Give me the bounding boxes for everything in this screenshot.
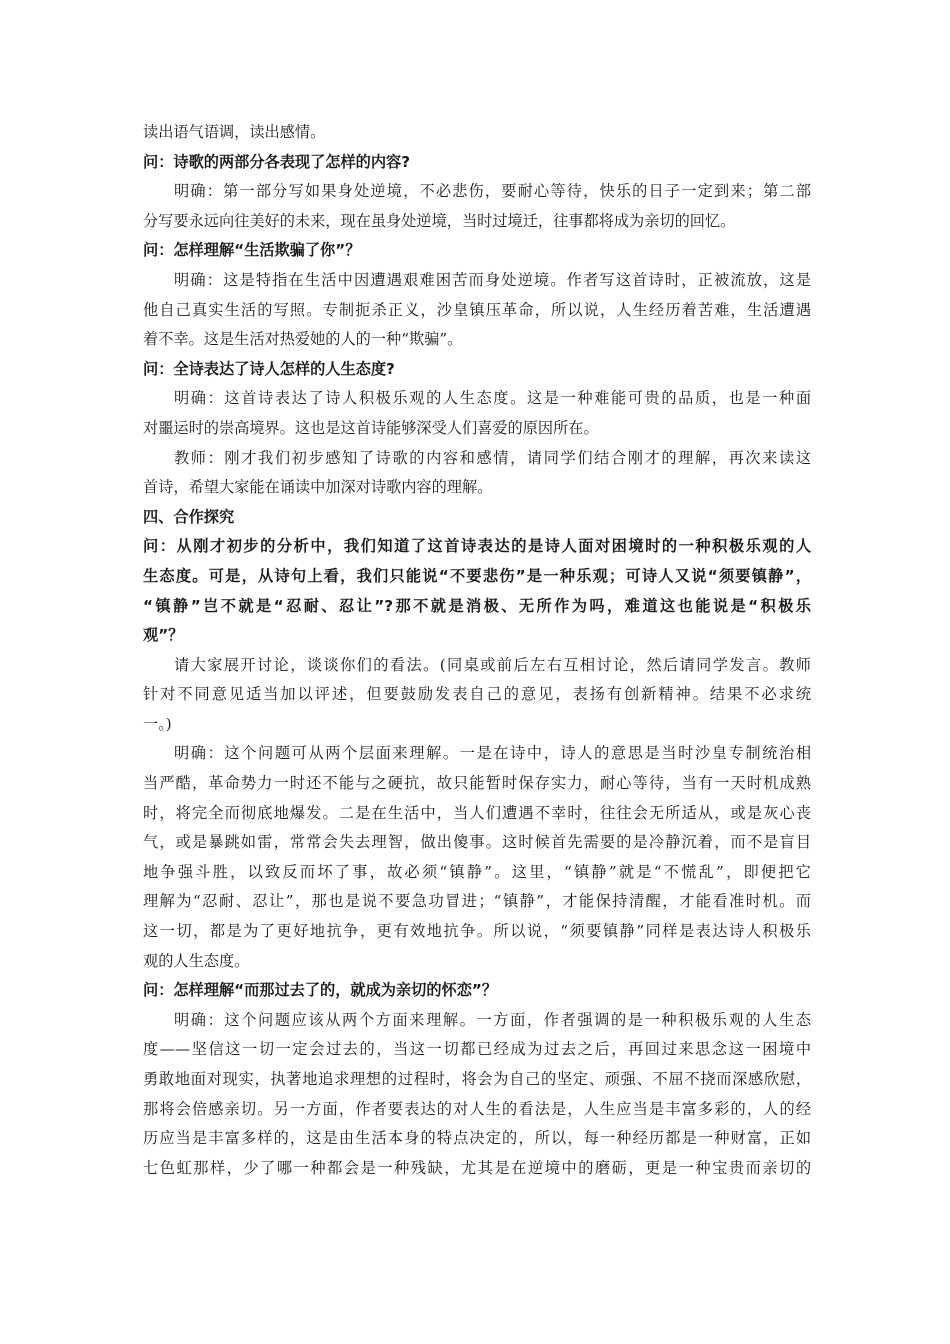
question-line: 问：怎样理解“而那过去了的，就成为亲切的怀恋”？ (143, 981, 498, 1000)
question-line: 问：诗歌的两部分各表现了怎样的内容? (143, 152, 410, 171)
text-line: 度——坚信这一切一定会过去的，当这一切都已经成为过去之后，再回过来思念这一困境中 (143, 1040, 811, 1059)
text-line: 对噩运时的崇高境界。这也是这首诗能够深受人们喜爱的原因所在。 (143, 418, 599, 437)
text-line: 教师：刚才我们初步感知了诗歌的内容和感情，请同学们结合刚才的理解，再次来读这 (174, 448, 811, 467)
text-line: 历应当是丰富多样的，这是由生活本身的特点决定的，所以，每一种经历都是一种财富，正如 (143, 1129, 811, 1148)
question-line: 观”？ (143, 626, 184, 645)
text-line: 一。) (143, 714, 172, 733)
text-line: 着不幸。这是生活对热爱她的人的一种“欺骗”。 (143, 330, 463, 349)
text-line: 明确：这首诗表达了诗人积极乐观的人生态度。这是一种难能可贵的品质，也是一种面 (174, 389, 811, 408)
question-line: 问：怎样理解“生活欺骗了你”？ (143, 241, 361, 260)
text-line: 这一切，都是为了更好地抗争，更有效地抗争。所以说，“须要镇静”同样是表达诗人积极乐 (143, 922, 811, 941)
text-line: 分写要永远向往美好的未来，现在虽身处逆境，当时过境迁，往事都将成为亲切的回忆。 (143, 211, 736, 230)
question-line: 问：从刚才初步的分析中，我们知道了这首诗表达的是诗人面对困境时的一种积极乐观的人 (143, 537, 811, 556)
text-line: 请大家展开讨论，谈谈你们的看法。(同桌或前后左右互相讨论，然后请同学发言。教师 (174, 655, 811, 674)
text-line: 理解为“忍耐、忍让”，那也是说不要急功冒进；“镇静”，才能保持清醒，才能看准时机。而 (143, 892, 811, 911)
text-line: 那将会倍感亲切。另一方面，作者要表达的对人生的看法是，人生应当是丰富多彩的，人的经 (143, 1099, 811, 1118)
text-line: 勇敢地面对现实，执著地追求理想的过程时，将会为自己的坚定、顽强、不屈不挠而深感欣慰， (143, 1070, 811, 1088)
text-line: 首诗，希望大家能在诵读中加深对诗歌内容的理解。 (143, 478, 493, 497)
text-line: 地争强斗胜，以致反而坏了事，故必须“镇静”。这里，“镇静”就是“不慌乱”，即便把它 (143, 862, 811, 881)
text-line: 明确：第一部分写如果身处逆境，不必悲伤，要耐心等待，快乐的日子一定到来；第二部 (174, 182, 811, 201)
text-line: 当严酷，革命势力一时还不能与之硬抗，故只能暂时保存实力，耐心等待，当有一天时机成熟 (143, 774, 811, 793)
text-line: 明确：这个问题应该从两个方面来理解。一方面，作者强调的是一种积极乐观的人生态 (174, 1010, 811, 1029)
question-line: 生态度。可是，从诗句上看，我们只能说“不要悲伤”是一种乐观；可诗人又说“须要镇静”， (143, 566, 811, 585)
text-line: 他自己真实生活的写照。专制扼杀正义，沙皇镇压革命，所以说，人生经历着苦难，生活遭遇 (143, 300, 811, 319)
text-line: 明确：这个问题可从两个层面来理解。一是在诗中，诗人的意思是当时沙皇专制统治相 (174, 744, 811, 763)
question-line: 四、合作探究 (143, 507, 235, 526)
text-line: 气，或是暴跳如雷，常常会失去理智，做出傻事。这时候首先需要的是冷静沉着，而不是盲目 (143, 833, 811, 852)
text-line: 观的人生态度。 (143, 951, 250, 970)
question-line: “镇静”岂不就是“忍耐、忍让”?那不就是消极、无所作为吗，难道这也能说是“积极乐 (143, 596, 811, 615)
document-page (143, 118, 811, 1183)
text-line: 七色虹那样，少了哪一种都会是一种残缺，尤其是在逆境中的磨砺，更是一种宝贵而亲切的 (143, 1158, 811, 1177)
text-line: 读出语气语调，读出感情。 (143, 123, 326, 141)
text-line: 针对不同意见适当加以评述，但要鼓励发表自己的意见，表扬有创新精神。结果不必求统 (143, 685, 811, 704)
text-line: 明确：这是特指在生活中因遭遇艰难困苦而身处逆境。作者写这首诗时，正被流放，这是 (174, 270, 811, 289)
question-line: 问：全诗表达了诗人怎样的人生态度? (143, 359, 395, 378)
text-line: 时，将完全而彻底地爆发。二是在生活中，当人们遭遇不幸时，往往会无所适从，或是灰心丧 (143, 803, 811, 822)
